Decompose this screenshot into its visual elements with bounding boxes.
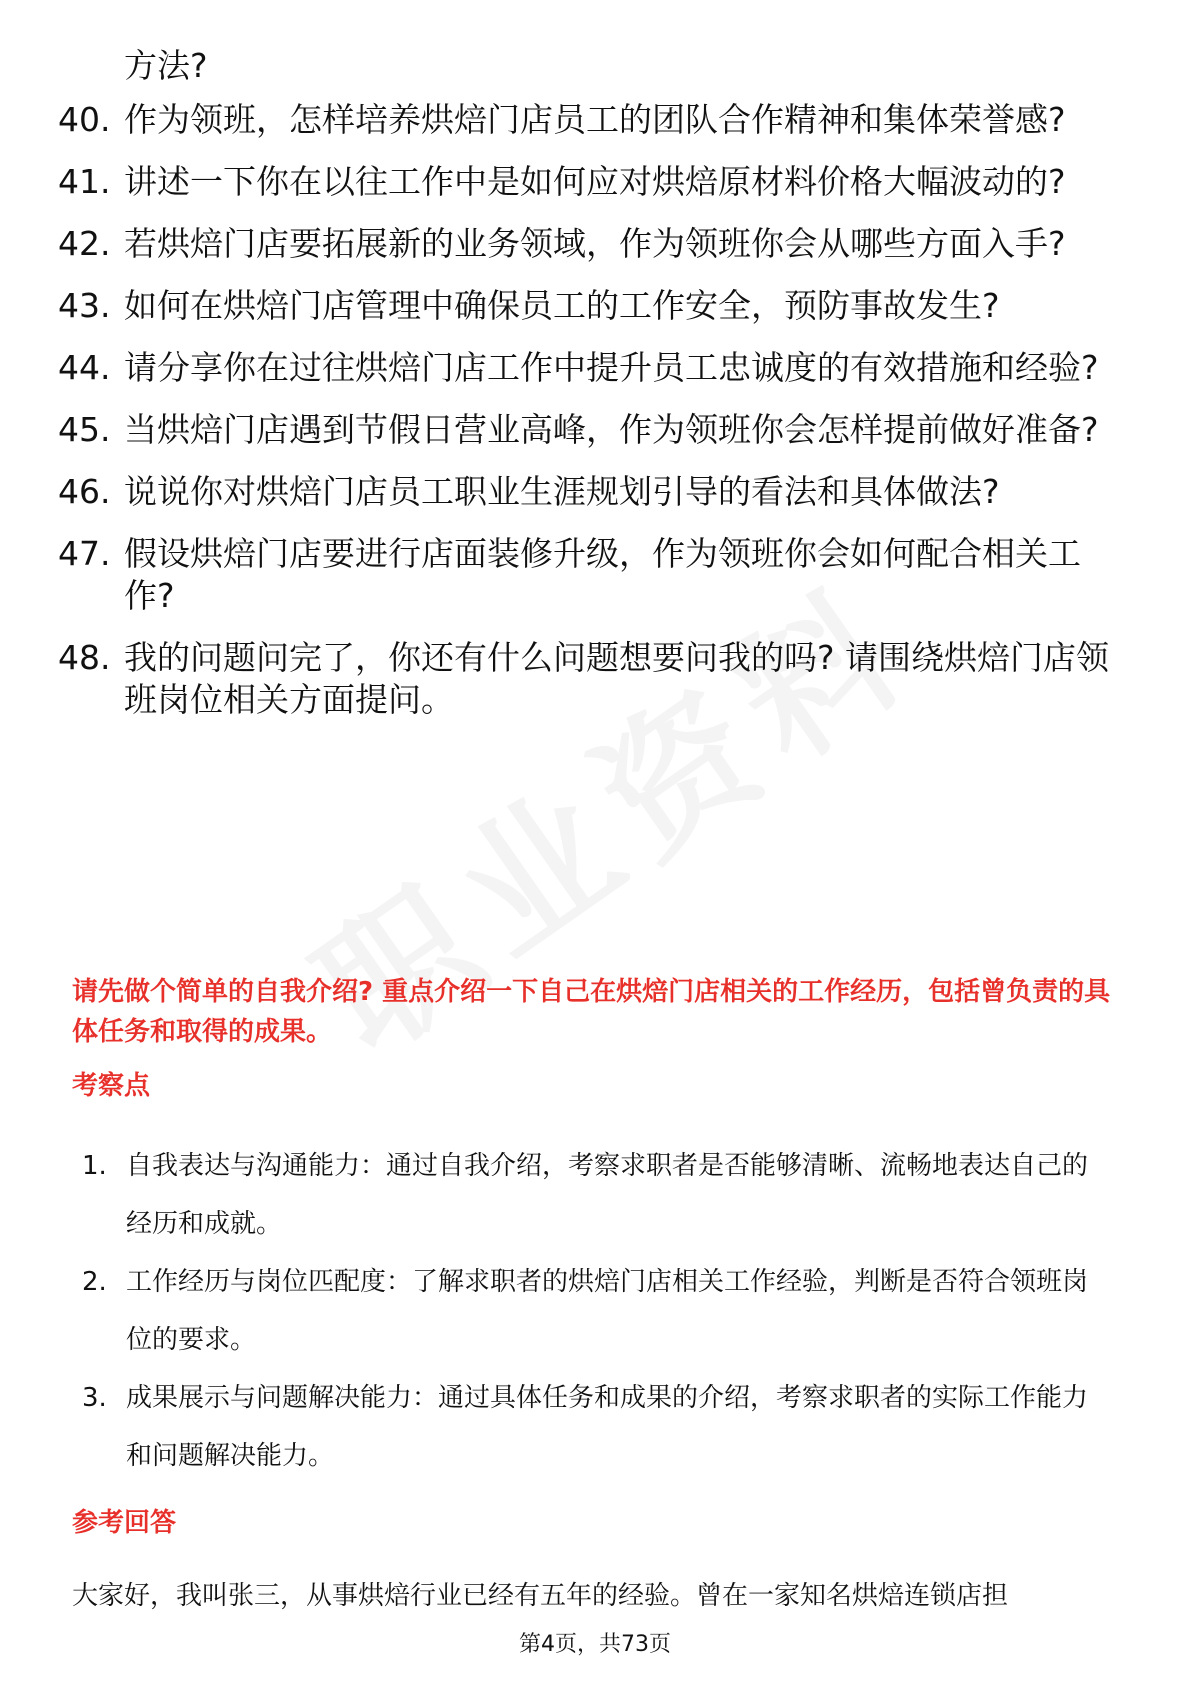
point-number: 3. xyxy=(82,1383,107,1413)
question-item xyxy=(58,223,1118,265)
assessment-heading: 考察点 xyxy=(72,1071,151,1101)
question-item xyxy=(58,637,1118,721)
question-text: 假设烘焙门店要进行店面装修升级，作为领班你会如何配合相关工作? xyxy=(124,534,1081,615)
question-item xyxy=(58,533,1118,617)
point-text: 工作经历与岗位匹配度：了解求职者的烘焙门店相关工作经验，判断是否符合领班岗位的要求。 xyxy=(126,1267,1089,1355)
assessment-points xyxy=(82,1137,1112,1485)
point-text: 成果展示与问题解决能力：通过具体任务和成果的介绍，考察求职者的实际工作能力和问题解决能力。 xyxy=(126,1383,1089,1471)
point-number: 2. xyxy=(82,1267,107,1297)
question-number: 48. xyxy=(58,638,111,677)
assessment-point xyxy=(82,1369,1112,1485)
question-item xyxy=(58,99,1118,141)
assessment-point xyxy=(82,1137,1112,1253)
question-item xyxy=(58,161,1118,203)
question-continuation: 方法? xyxy=(124,46,208,85)
question-number: 47. xyxy=(58,534,111,573)
question-text: 如何在烘焙门店管理中确保员工的工作安全，预防事故发生? xyxy=(124,286,1000,325)
highlighted-question: 请先做个简单的自我介绍? 重点介绍一下自己在烘焙门店相关的工作经历，包括曾负责的具体任务和取得的成果。 xyxy=(72,977,1111,1047)
question-number: 45. xyxy=(58,410,111,449)
question-text: 作为领班，怎样培养烘焙门店员工的团队合作精神和集体荣誉感? xyxy=(124,100,1066,139)
question-text: 讲述一下你在以往工作中是如何应对烘焙原材料价格大幅波动的? xyxy=(124,162,1066,201)
question-item xyxy=(58,471,1118,513)
question-item xyxy=(58,409,1118,451)
point-number: 1. xyxy=(82,1151,107,1181)
question-text: 若烘焙门店要拓展新的业务领域，作为领班你会从哪些方面入手? xyxy=(124,224,1066,263)
reference-answer: 大家好，我叫张三，从事烘焙行业已经有五年的经验。曾在一家知名烘焙连锁店担 xyxy=(72,1581,1009,1611)
question-item xyxy=(58,347,1118,389)
reference-heading: 参考回答 xyxy=(72,1508,177,1538)
question-text: 说说你对烘焙门店员工职业生涯规划引导的看法和具体做法? xyxy=(124,472,1000,511)
question-text: 当烘焙门店遇到节假日营业高峰，作为领班你会怎样提前做好准备? xyxy=(124,410,1099,449)
question-number: 40. xyxy=(58,100,111,139)
point-text: 自我表达与沟通能力：通过自我介绍，考察求职者是否能够清晰、流畅地表达自己的经历和成就。 xyxy=(126,1151,1089,1239)
question-number: 41. xyxy=(58,162,111,201)
question-number: 44. xyxy=(58,348,111,387)
question-number: 46. xyxy=(58,472,111,511)
question-text: 我的问题问完了，你还有什么问题想要问我的吗? 请围绕烘焙门店领班岗位相关方面提问。 xyxy=(124,638,1110,719)
question-number: 43. xyxy=(58,286,111,325)
question-item xyxy=(58,285,1118,327)
question-text: 请分享你在过往烘焙门店工作中提升员工忠诚度的有效措施和经验? xyxy=(124,348,1099,387)
page-number: 第4页，共73页 xyxy=(519,1632,671,1657)
assessment-point xyxy=(82,1253,1112,1369)
question-number: 42. xyxy=(58,224,111,263)
question-list xyxy=(58,45,1118,741)
